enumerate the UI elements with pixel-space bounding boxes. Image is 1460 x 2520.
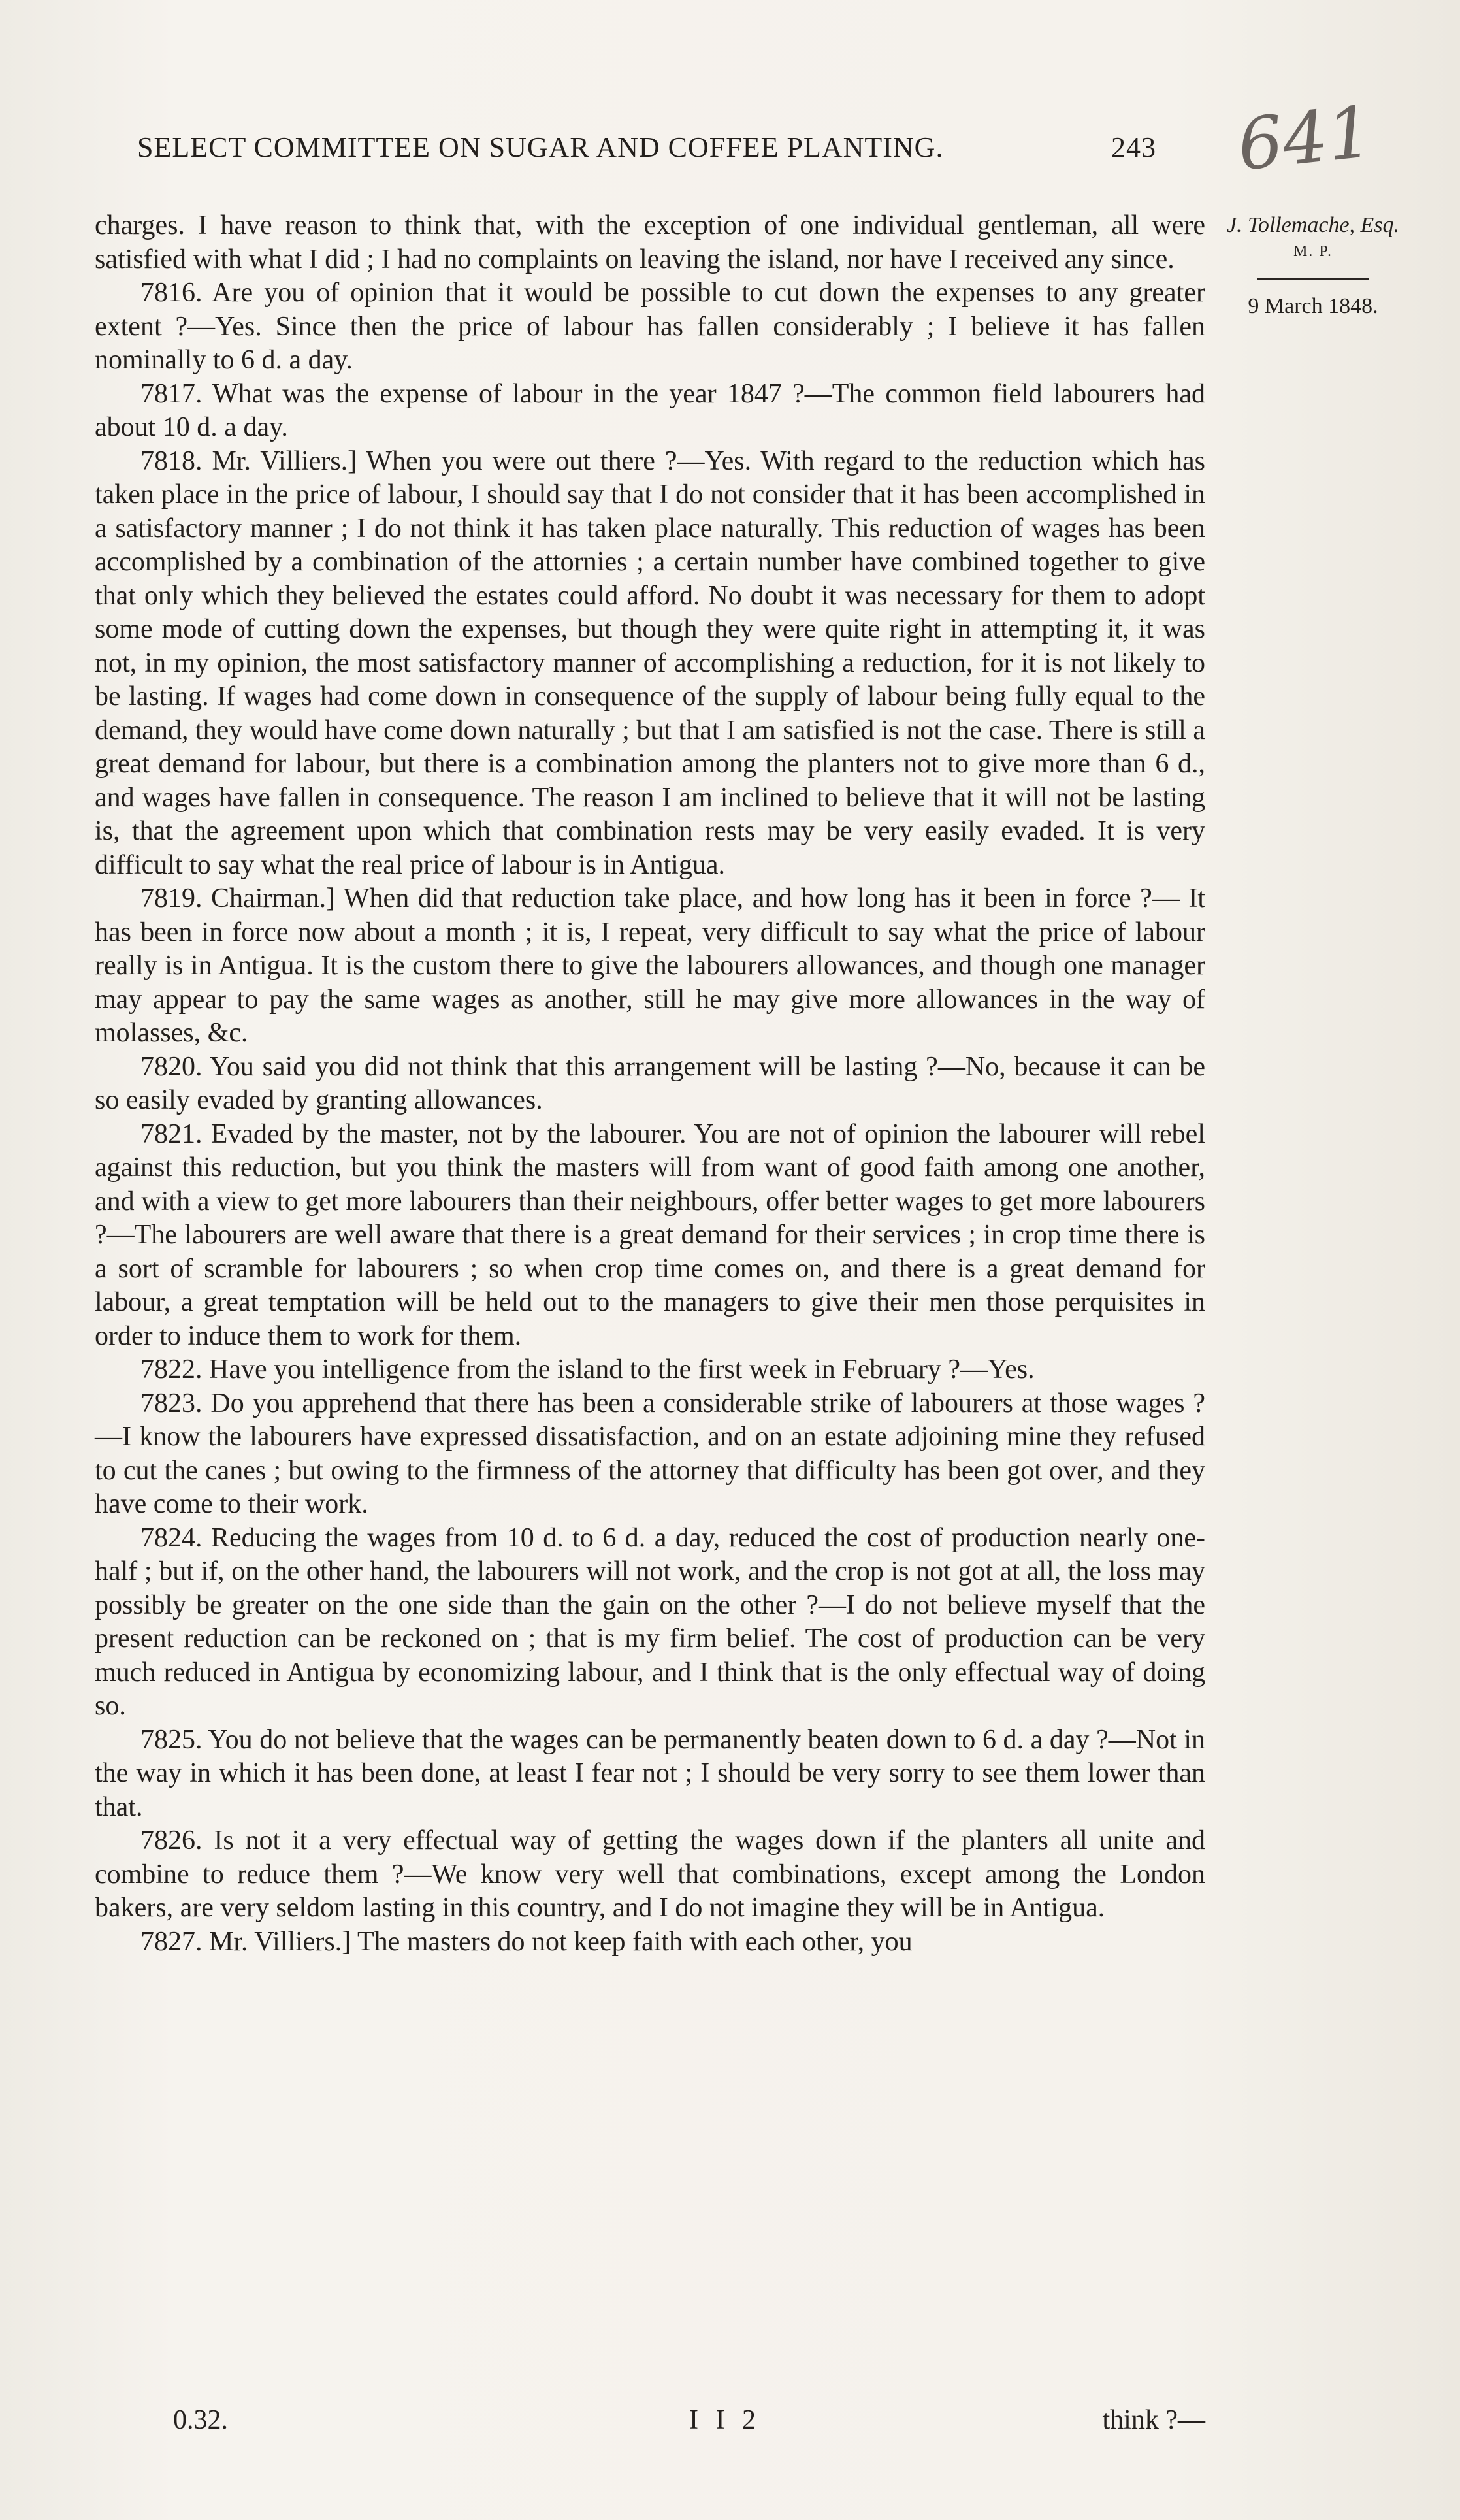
question-7820: 7820. You said you did not think that this arrangement will be lasting ?—No, because it can be so easily evaded by granting allowances. — [95, 1051, 1205, 1115]
question-7826: 7826. Is not it a very effectual way of getting the wages down if the planters all unite and combine to reduce them ?—We know very well that combinations, except among the London bakers, are very seldom lasting in this country, and I do not imagine they will be in Antigua. — [95, 1825, 1205, 1923]
footer-signature: 0.32. — [173, 2405, 228, 2435]
question-7824: 7824. Reducing the wages from 10 d. to 6 d. a day, reduced the cost of production nearly one-half ; but if, on the other hand, the labourers will not work, and the crop is not got at all, the loss may possibly be greater on the one side than the gain on the other ?—I do not believe myself that the present reduction can be reckoned on ; that is my firm belief. The cost of production can be very much reduced in Antigua by economizing labour, and I think that is the only effectual way of doing so. — [95, 1522, 1205, 1721]
footer-gathering-mark: I I 2 — [689, 2405, 761, 2435]
margin-note — [1212, 212, 1414, 319]
paragraph-continuation: charges. I have reason to think that, with the exception of one individual gentleman, all were satisfied with what I did ; I had no complaints on leaving the island, nor have I received any since. — [95, 210, 1205, 274]
footer-catchword: think ?— — [1102, 2405, 1205, 2435]
question-7822: 7822. Have you intelligence from the island to the first week in February ?—Yes. — [140, 1354, 1035, 1384]
margin-divider — [1257, 278, 1369, 280]
question-7818: 7818. Mr. Villiers.] When you were out there ?—Yes. With regard to the reduction which has taken place in the price of labour, I should say that I do not consider that it has been accomplished in a satisfactory manner ; I do not think it has taken place naturally. This reduction of wages has been accomplished by a combination of the attornies ; a certain number have combined together to give that only which they believed the estates could afford. No doubt it was necessary for them to adopt some mode of cutting down the expenses, but though they were quite right in attempting it, it was not, in my opinion, the most satisfactory manner of accomplishing a reduction, for it is not likely to be lasting. If wages had come down in consequence of the supply of labour being fully equal to the demand, they would have come down naturally ; but that I am satisfied is not the case. There is still a great demand for labour, but there is a combination among the planters not to give more than 6 d., and wages have fallen in consequence. The reason I am inclined to believe that it will not be lasting is, that the agreement upon which that combination rests may be very easily evaded. It is very difficult to say what the real price of labour is in Antigua. — [95, 446, 1205, 880]
testimony-date: 9 March 1848. — [1248, 294, 1378, 318]
witness-title: M. P. — [1293, 243, 1333, 260]
running-header — [137, 131, 1156, 164]
header-title: SELECT COMMITTEE ON SUGAR AND COFFEE PLANTING. — [137, 131, 944, 163]
page-number: 243 — [1111, 131, 1156, 163]
handwritten-folio-number: 641 — [1234, 91, 1377, 187]
question-7817: 7817. What was the expense of labour in the year 1847 ?—The common field labourers had about 10 d. a day. — [95, 378, 1205, 442]
question-7819: 7819. Chairman.] When did that reduction take place, and how long has it been in force ?— It has been in force now about a month ; it is, I repeat, very difficult to say what the price of labour really is in Antigua. It is the custom there to give the labourers allowances, and though one manager may appear to pay the same wages as another, still he may give more allowances in the way of molasses, &c. — [95, 883, 1205, 1048]
question-7816: 7816. Are you of opinion that it would be possible to cut down the expenses to any greater extent ?—Yes. Since then the price of labour has fallen considerably ; I believe it has fallen nominally to 6 d. a day. — [95, 278, 1205, 375]
question-7823: 7823. Do you apprehend that there has been a considerable strike of labourers at those wages ?—I know the labourers have expressed dissatisfaction, and on an estate adjoining mine they refused to cut the canes ; but owing to the firmness of the attorney that difficulty has been got over, and they have come to their work. — [95, 1388, 1205, 1519]
question-7821: 7821. Evaded by the master, not by the labourer. You are not of opinion the labourer will rebel against this reduction, but you think the masters will from want of good faith among one another, and with a view to get more labourers than their neighbours, offer better wages to get more labourers ?—The labourers are well aware that there is a great demand for their services ; in crop time there is a sort of scramble for labourers ; so when crop time comes on, and there is a great demand for labour, a great temptation will be held out to the managers to give their men those perquisites in order to induce them to work for them. — [95, 1119, 1205, 1351]
question-7827: 7827. Mr. Villiers.] The masters do not keep faith with each other, you — [140, 1926, 913, 1957]
question-7825: 7825. You do not believe that the wages can be permanently beaten down to 6 d. a day ?—Not in the way in which it has been done, at least I fear not ; I should be very sorry to see them lower than that. — [95, 1724, 1205, 1822]
testimony-body — [95, 209, 1205, 1959]
witness-name: J. Tollemache, Esq. — [1226, 213, 1400, 237]
